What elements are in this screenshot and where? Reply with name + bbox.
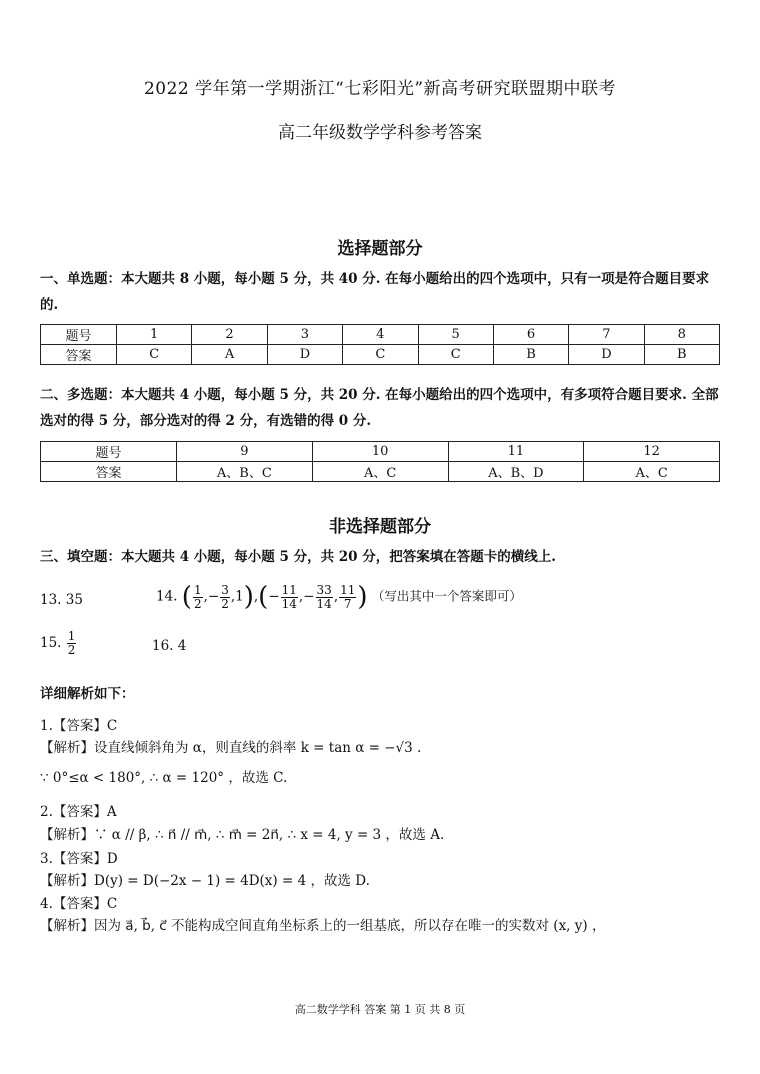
answer-13: 13. 35: [40, 592, 83, 608]
section-heading-non-choice: 非选择题部分: [329, 517, 431, 537]
answer-cell: A、B、C: [177, 462, 313, 482]
question-number: 1: [117, 325, 192, 345]
multi-choice-answer-table: [40, 441, 720, 482]
answer-3: 3.【答案】D: [40, 851, 118, 867]
answer-cell: C: [418, 345, 493, 365]
details-heading: 详细解析如下：: [40, 686, 135, 702]
answer-cell: D: [267, 345, 342, 365]
document-title: 2022 学年第一学期浙江“七彩阳光”新高考研究联盟期中联考: [143, 79, 617, 99]
answer-2: 2.【答案】A: [40, 804, 117, 820]
question-number: 6: [493, 325, 568, 345]
single-choice-instruction: 一、单选题：本大题共 8 小题，每小题 5 分，共 40 分. 在每小题给出的四个选项中，只有一项是符合题目要求的.: [40, 271, 710, 313]
answer-cell: C: [117, 345, 192, 365]
fraction: $\frac{33}{14}$: [316, 582, 332, 611]
table-row: [41, 442, 720, 462]
fraction: $\frac{11}{14}$: [281, 582, 297, 611]
answer-15: 15. $\frac{1}{2}$: [40, 629, 76, 657]
answer-cell: C: [343, 345, 418, 365]
multi-choice-instruction: 二、多选题：本大题共 4 小题，每小题 5 分，共 20 分. 在每小题给出的四个选项中，有多项符合题目要求. 全部选对的得 5 分，部分选对的得 2 分，有选错的得 0 分.: [40, 387, 719, 429]
single-choice-answer-table: [40, 324, 720, 365]
answer-14: 14. ( $\frac{1}{2}$ ,− $\frac{3}{2}$ ,1),(− $\frac{11}{14}$ ,− $\frac{33}{14}$ , $\frac{11}{7}$ ) （写出其中一个答案即可）: [156, 582, 522, 612]
answer-1-explanation: 【解析】设直线倾斜角为 α，则直线的斜率 k = tan α = −√3 .: [40, 740, 422, 756]
row-label: 题号: [41, 325, 117, 345]
answer-2-explanation: 【解析】∵ α // β, ∴ n⃗ // m⃗, ∴ m⃗ = 2n⃗, ∴ x = 4, y = 3 ，故选 A.: [40, 827, 445, 843]
answer-cell: D: [569, 345, 644, 365]
question-number: 8: [644, 325, 719, 345]
table-row: [41, 462, 720, 482]
row-label: 答案: [41, 462, 177, 482]
row-label: 答案: [41, 345, 117, 365]
answer-cell: A、B、D: [448, 462, 584, 482]
question-number: 5: [418, 325, 493, 345]
answer-cell: B: [493, 345, 568, 365]
fraction: $\frac{1}{2}$: [67, 629, 76, 657]
page-footer: 高二数学学科 答案 第 1 页 共 8 页: [294, 1003, 466, 1016]
answer-4: 4.【答案】C: [40, 896, 118, 912]
question-number: 4: [343, 325, 418, 345]
answer-cell: B: [644, 345, 719, 365]
table-row: [41, 325, 720, 345]
answer-cell: A、C: [312, 462, 448, 482]
answer-3-explanation: 【解析】D(y) = D(−2x − 1) = 4D(x) = 4 ，故选 D.: [40, 873, 370, 889]
answer-4-explanation: 【解析】因为 a⃗, b⃗, c⃗ 不能构成空间直角坐标系上的一组基底，所以存在唯一的实数对 (x, y) ，: [40, 918, 606, 934]
fill-in-instruction: 三、填空题：本大题共 4 小题，每小题 5 分，共 20 分，把答案填在答题卡的横线上.: [40, 549, 556, 565]
fraction: $\frac{3}{2}$: [221, 582, 229, 611]
document-subtitle: 高二年级数学学科参考答案: [278, 123, 482, 143]
answer-1: 1.【答案】C: [40, 718, 118, 734]
answer-cell: A、C: [584, 462, 720, 482]
row-label: 题号: [41, 442, 177, 462]
section-heading-choice: 选择题部分: [337, 239, 423, 259]
question-number: 2: [192, 325, 267, 345]
question-number: 7: [569, 325, 644, 345]
answer-cell: A: [192, 345, 267, 365]
answer-16: 16. 4: [152, 638, 187, 654]
question-number: 11: [448, 442, 584, 462]
answer-14-note: （写出其中一个答案即可）: [371, 588, 522, 604]
table-row: [41, 345, 720, 365]
question-number: 10: [312, 442, 448, 462]
fraction: $\frac{11}{7}$: [340, 582, 356, 611]
question-number: 12: [584, 442, 720, 462]
question-number: 3: [267, 325, 342, 345]
answer-14-label: 14.: [156, 588, 178, 605]
answer-1-explanation-cont: ∵ 0°≤α < 180°, ∴ α = 120° ，故选 C.: [40, 770, 288, 786]
question-number: 9: [177, 442, 313, 462]
fraction: $\frac{1}{2}$: [193, 582, 202, 611]
